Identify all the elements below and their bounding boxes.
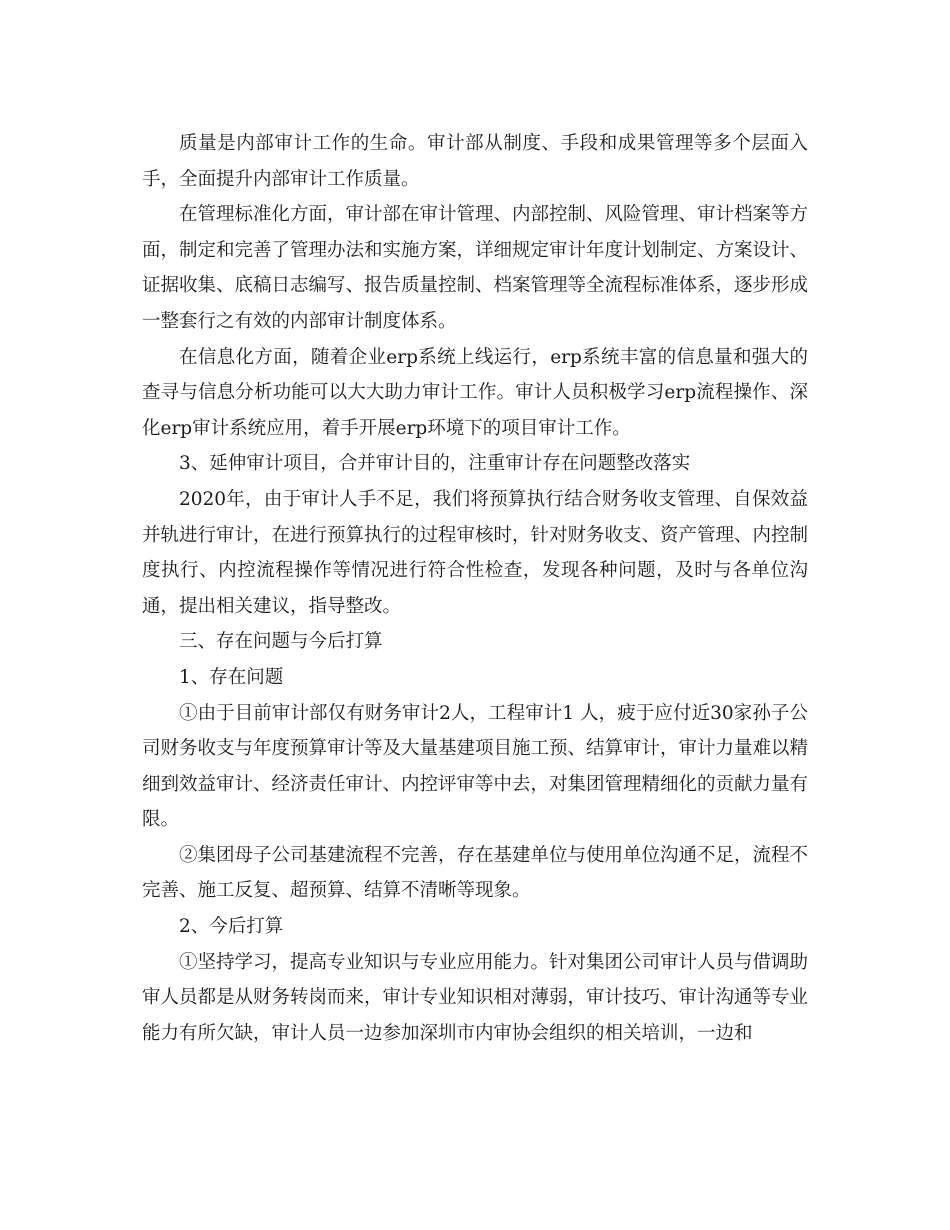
paragraph-plan-1: ①坚持学习，提高专业知识与专业应用能力。针对集团公司审计人员与借调助审人员都是从财务转岗而来，审计专业知识相对薄弱，审计技巧、审计沟通等专业能力有所欠缺，审计人员一边参加深圳市内审协会组织的相关培训，一边和 [142, 951, 809, 1044]
paragraph-2020-audit: 2020年，由于审计人手不足，我们将预算执行结合财务收支管理、自保效益并轨进行审计，在进行预算执行的过程审核时，针对财务收支、资产管理、内控制度执行、内控流程操作等情况进行符合性检查，发现各种问题，及时与各单位沟通，提出相关建议，指导整改。 [142, 488, 809, 617]
heading-existing-problems: 1、存在问题 [179, 666, 284, 688]
heading-future-plans: 2、今后打算 [179, 916, 284, 938]
paragraph-informatization: 在信息化方面，随着企业erp系统上线运行，erp系统丰富的信息量和强大的查寻与信息分析功能可以大大助力审计工作。审计人员积极学习erp流程操作、深化erp审计系统应用，着手开展erp环境下的项目审计工作。 [142, 346, 808, 439]
heading-extend-audit: 3、延伸审计项目，合并审计目的，注重审计存在问题整改落实 [179, 453, 691, 475]
paragraph-quality-intro: 质量是内部审计工作的生命。审计部从制度、手段和成果管理等多个层面入手，全面提升内部审计工作质量。 [142, 133, 808, 190]
paragraph-problem-2: ②集团母子公司基建流程不完善，存在基建单位与使用单位沟通不足，流程不完善、施工反复、超预算、结算不清晰等现象。 [142, 844, 809, 902]
heading-problems-plans: 三、存在问题与今后打算 [179, 631, 383, 653]
paragraph-problem-1: ①由于目前审计部仅有财务审计2人，工程审计1 人，疲于应付近30家孙子公司财务收支与年度预算审计等及大量基建项目施工预、结算审计，审计力量难以精细到效益审计、经济责任审计、内控评审等中去，对集团管理精细化的贡献力量有限。 [142, 702, 809, 831]
paragraph-standardization: 在管理标准化方面，审计部在审计管理、内部控制、风险管理、审计档案等方面，制定和完善了管理办法和实施方案，详细规定审计年度计划制定、方案设计、证据收集、底稿日志编写、报告质量控制、档案管理等全流程标准体系，逐步形成一整套行之有效的内部审计制度体系。 [142, 204, 809, 332]
document-body [142, 126, 808, 1051]
